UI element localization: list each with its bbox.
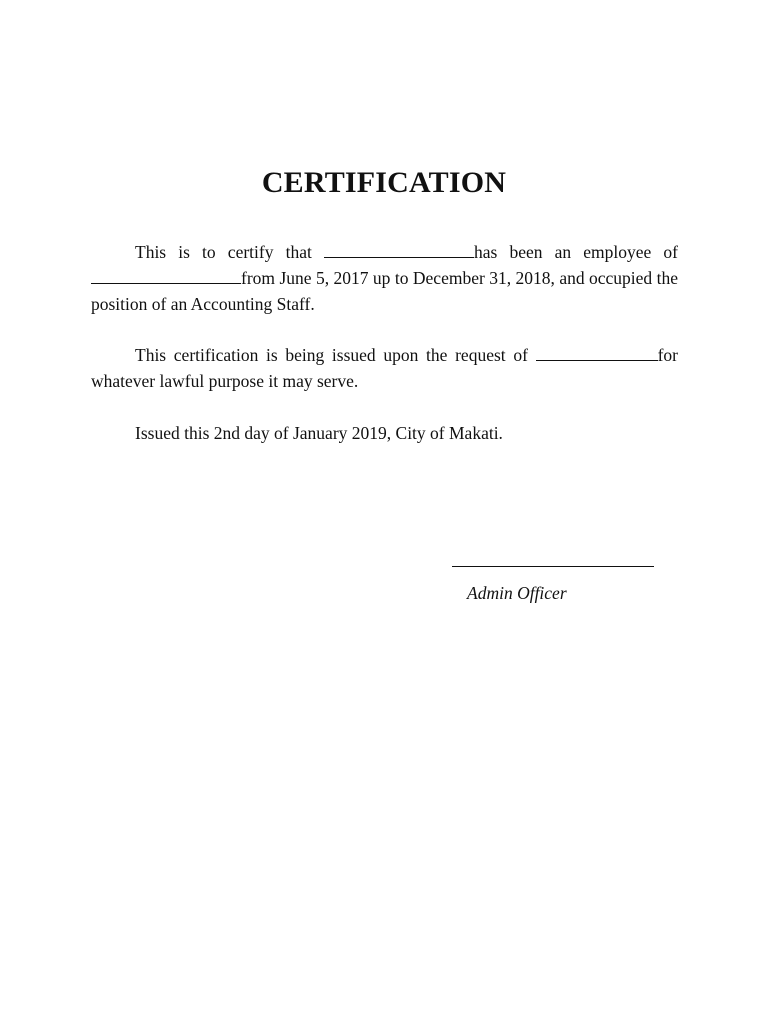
employment-text-start: This is to certify that (135, 242, 324, 262)
signature-line (452, 566, 654, 567)
company-name-blank (91, 268, 241, 284)
document-title: CERTIFICATION (261, 166, 507, 199)
issued-paragraph: Issued this 2nd day of January 2019, City of Makati. (135, 423, 503, 443)
request-paragraph (91, 342, 678, 394)
employment-paragraph (91, 239, 678, 317)
request-text-start: This certification is being issued upon the request of (135, 345, 536, 365)
employee-name-blank (324, 242, 474, 258)
employment-text-middle: has been an employee of (473, 242, 679, 262)
requester-name-blank (536, 345, 658, 361)
signatory-title: Admin Officer (467, 583, 567, 603)
request-text-end: for whatever lawful purpose it may serve. (91, 345, 678, 391)
employment-text-end: from June 5, 2017 up to December 31, 2018, and occupied the position of an Accounting Staff. (91, 268, 678, 314)
